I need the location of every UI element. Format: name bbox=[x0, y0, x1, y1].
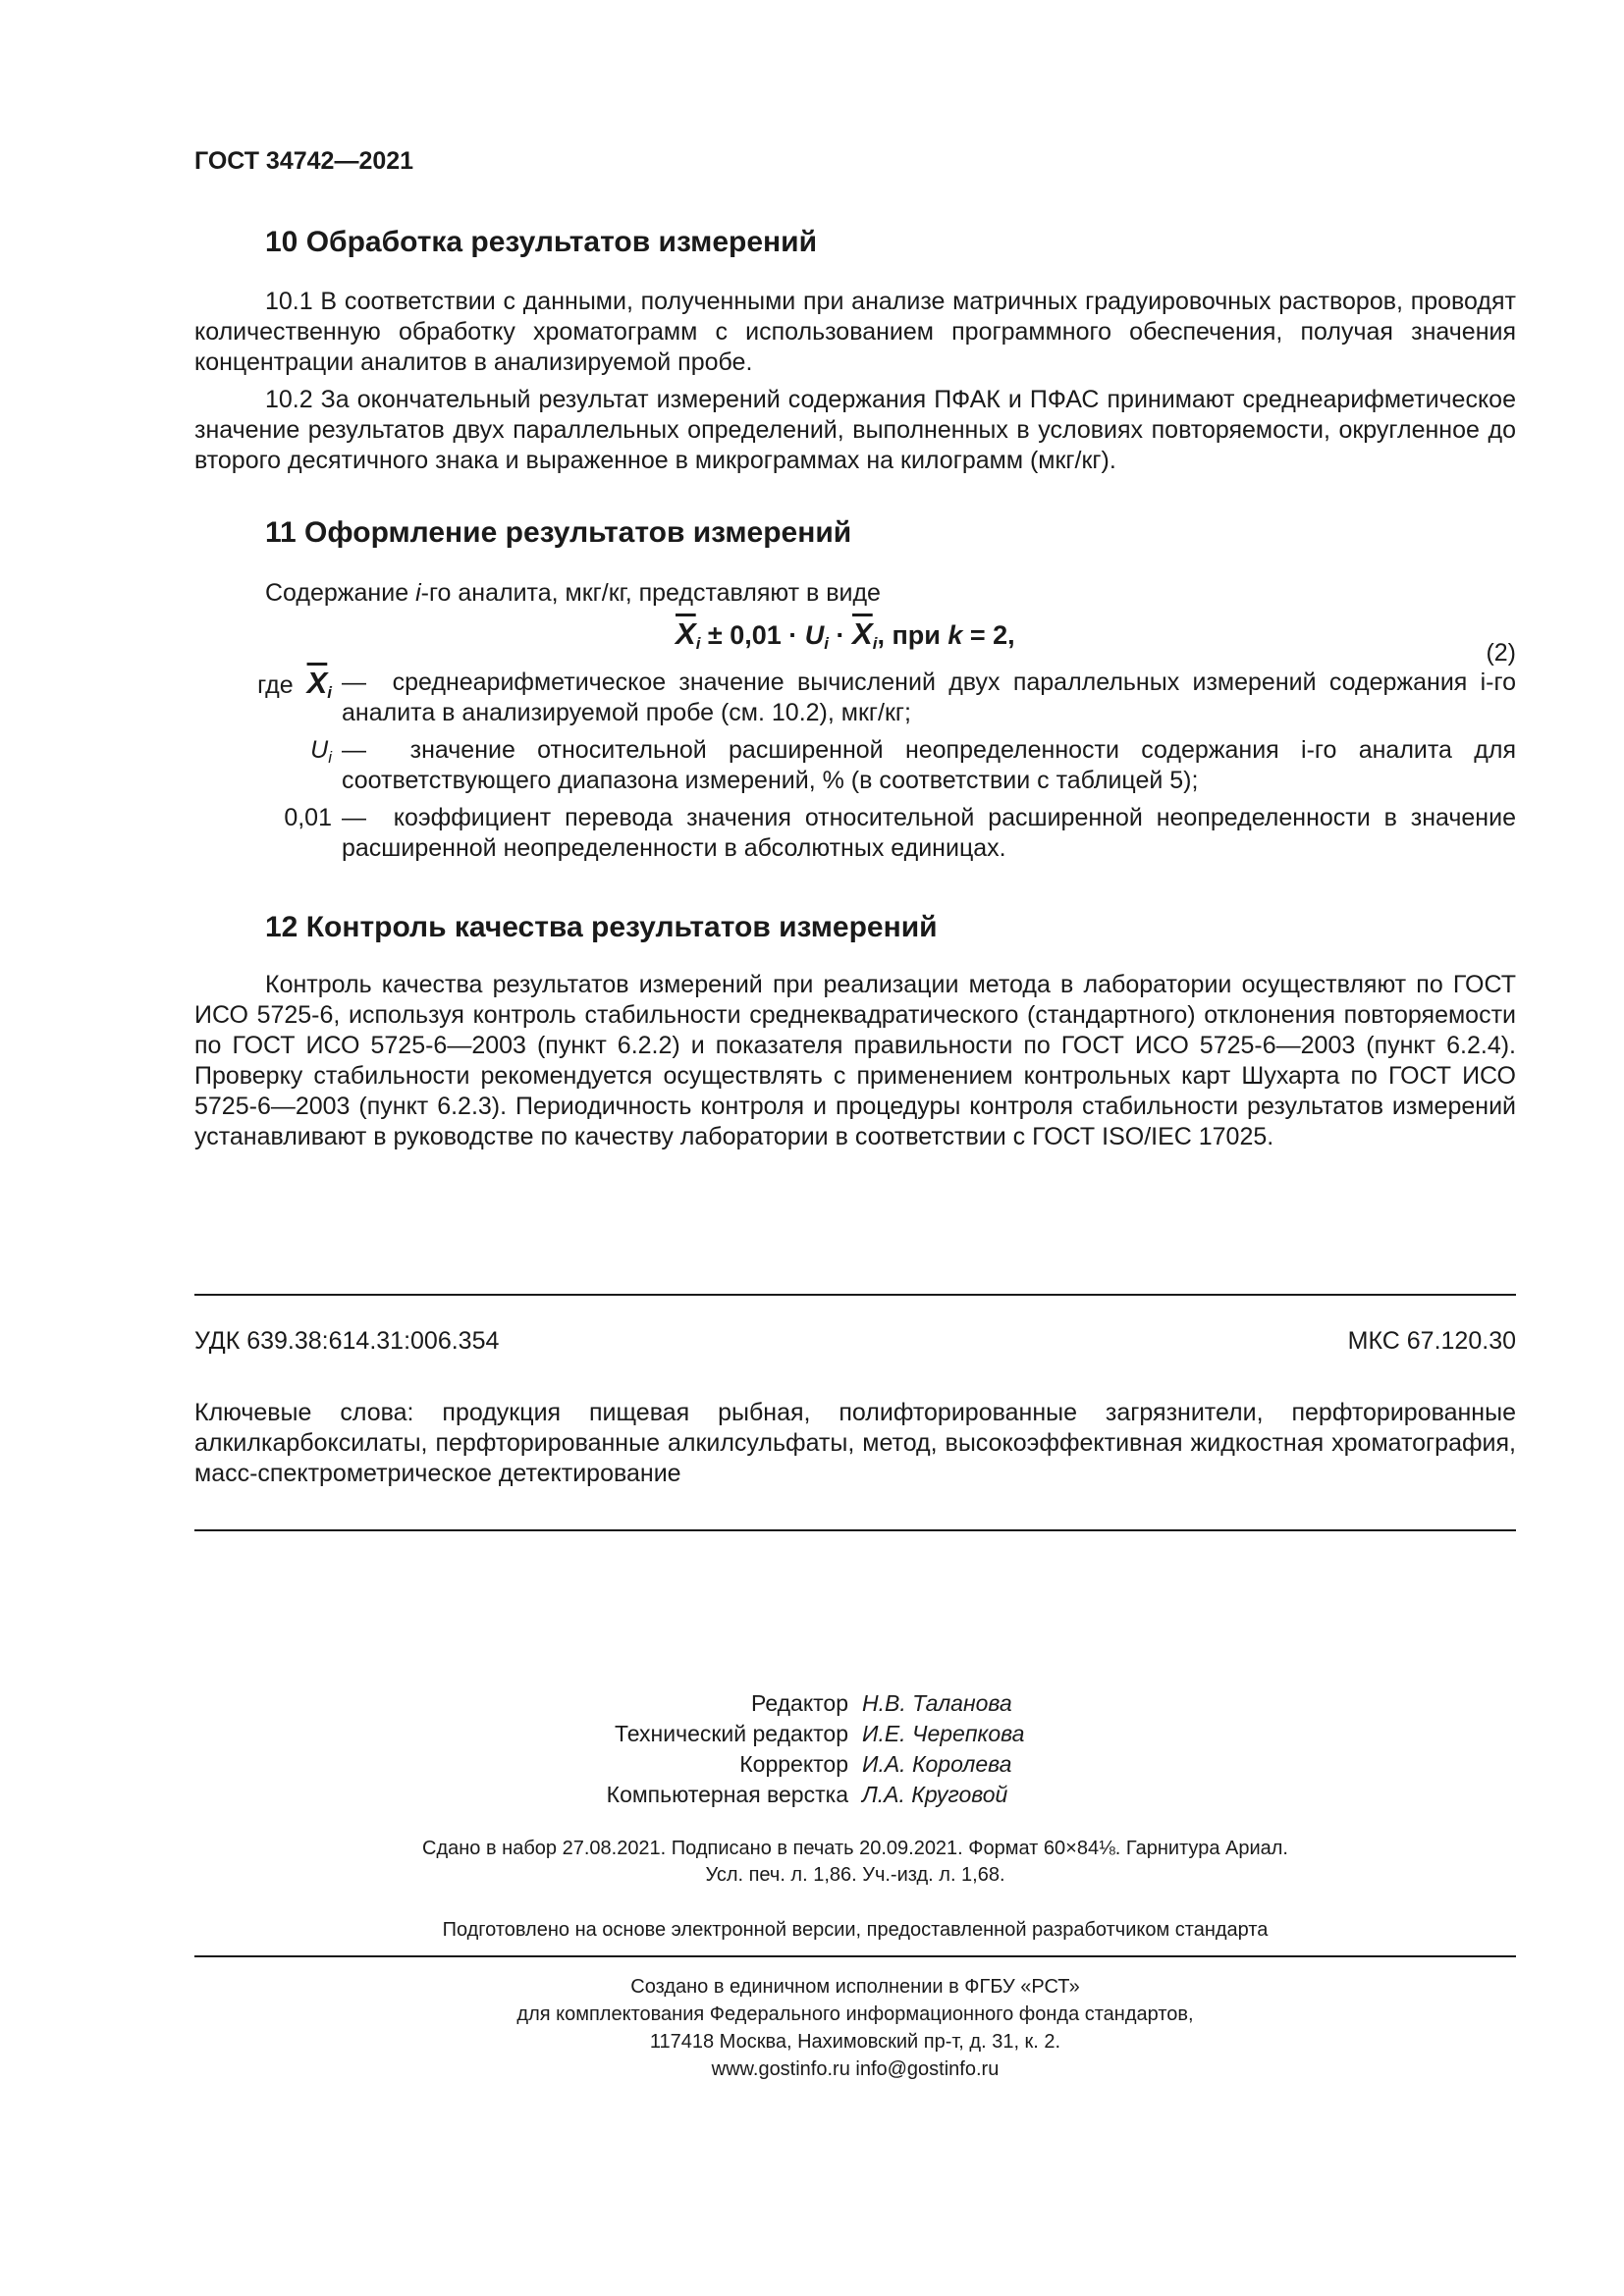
legend-symbol-xi: где $\overline{X}_i$ bbox=[257, 666, 332, 702]
legend-text-ui: — значение относительной расширенной неопределенности содержания i-го аналита для соответствующего диапазона измерений, % (в соответствии с таблицей 5); bbox=[342, 736, 1516, 794]
document-page bbox=[194, 0, 1516, 2296]
credit-line: Редактор Н.В. Таланова bbox=[750, 1690, 1012, 1716]
legend-symbol-coef: 0,01 bbox=[284, 804, 332, 831]
paragraph-10-1: 10.1 В соответствии с данными, полученными при анализе матричных градуировочных растворов, проводят количественную обработку хроматограмм с использованием программного обеспечения, получая значения концентрации аналитов в анализируемой пробе. bbox=[194, 288, 1516, 376]
section-10-title: 10 Обработка результатов измерений bbox=[265, 226, 818, 258]
publication-info: Сдано в набор 27.08.2021. Подписано в печать 20.09.2021. Формат 60×84⅛. Гарнитура Ариал. Усл. печ. л. 1,86. Уч.-изд. л. 1,68. bbox=[422, 1838, 1288, 1886]
formula-legend bbox=[194, 667, 1516, 871]
divider bbox=[194, 1529, 1516, 1531]
udk-code: УДК 639.38:614.31:006.354 bbox=[194, 1327, 500, 1355]
section-12-title: 12 Контроль качества результатов измерений bbox=[265, 911, 938, 943]
mks-code: МКС 67.120.30 bbox=[1347, 1327, 1516, 1355]
legend-symbol-ui: $U_i$ bbox=[310, 736, 332, 767]
legend-row bbox=[194, 735, 1516, 796]
divider bbox=[194, 1294, 1516, 1296]
paragraph-12: Контроль качества результатов измерений при реализации метода в лаборатории осуществляют по ГОСТ ИСО 5725-6, используя контроль стабильности среднеквадратического (стандартного) отклонения повторяемости по ГОСТ ИСО 5725-6—2003 (пункт 6.2.2) и показателя правильности по ГОСТ ИСО 5725-6—2003 (пункт 6.2.4). Проверку стабильности рекомендуется осуществлять с применением контрольных карт Шухарта по ГОСТ ИСО 5725-6—2003 (пункт 6.2.3). Периодичность контроля и процедуры контроля стабильности результатов измерений устанавливают в руководстве по качеству лаборатории в соответствии с ГОСТ ISO/IEC 17025. bbox=[194, 971, 1516, 1150]
section-11-title: 11 Оформление результатов измерений bbox=[265, 516, 852, 549]
prepared-note: Подготовлено на основе электронной версии, предоставленной разработчиком стандарта bbox=[442, 1919, 1269, 1941]
legend-row bbox=[194, 667, 1516, 728]
imprint-footer: Создано в единичном исполнении в ФГБУ «РСТ» для комплектования Федерального информационного фонда стандартов, 117418 Москва, Нахимовский пр-т, д. 31, к. 2. www.gostinfo.ru info@gostinfo.ru bbox=[516, 1976, 1194, 2080]
legend-text-coef: — коэффициент перевода значения относительной расширенной неопределенности в значение расширенной неопределенности в абсолютных единицах. bbox=[342, 804, 1516, 862]
legend-text-xi: — среднеарифметическое значение вычислений двух параллельных измерений содержания i-го аналита в анализируемой пробе (см. 10.2), мкг/кг; bbox=[342, 668, 1516, 726]
credits-block bbox=[194, 1688, 1516, 1810]
formula-2: $\overline{X}_i \pm 0,01 \cdot U_i \cdot \overline{X}_i$, при k = 2, bbox=[676, 616, 1015, 653]
paragraph-10-2: 10.2 За окончательный результат измерений содержания ПФАК и ПФАС принимают среднеарифметическое значение результатов двух параллельных определений, выполненных в условиях повторяемости, округленное до второго десятичного знака и выраженное в микрограммах на килограмм (мкг/кг). bbox=[194, 386, 1516, 474]
document-number: ГОСТ 34742—2021 bbox=[194, 147, 414, 175]
formula-number: (2) bbox=[1486, 639, 1516, 667]
divider bbox=[194, 1955, 1516, 1957]
credit-line: Компьютерная верстка Л.А. Круговой bbox=[606, 1782, 1008, 1807]
credit-line: Технический редактор И.Е. Черепкова bbox=[615, 1721, 1025, 1746]
formula-lead-text: Содержание i-го аналита, мкг/кг, представляют в виде bbox=[265, 579, 881, 607]
legend-row bbox=[194, 803, 1516, 864]
keywords: Ключевые слова: продукция пищевая рыбная, полифторированные загрязнители, перфторированные алкилкарбоксилаты, перфторированные алкилсульфаты, метод, высокоэффективная жидкостная хроматография, масс-спектрометрическое детектирование bbox=[194, 1399, 1516, 1487]
credit-line: Корректор И.А. Королева bbox=[739, 1751, 1012, 1777]
